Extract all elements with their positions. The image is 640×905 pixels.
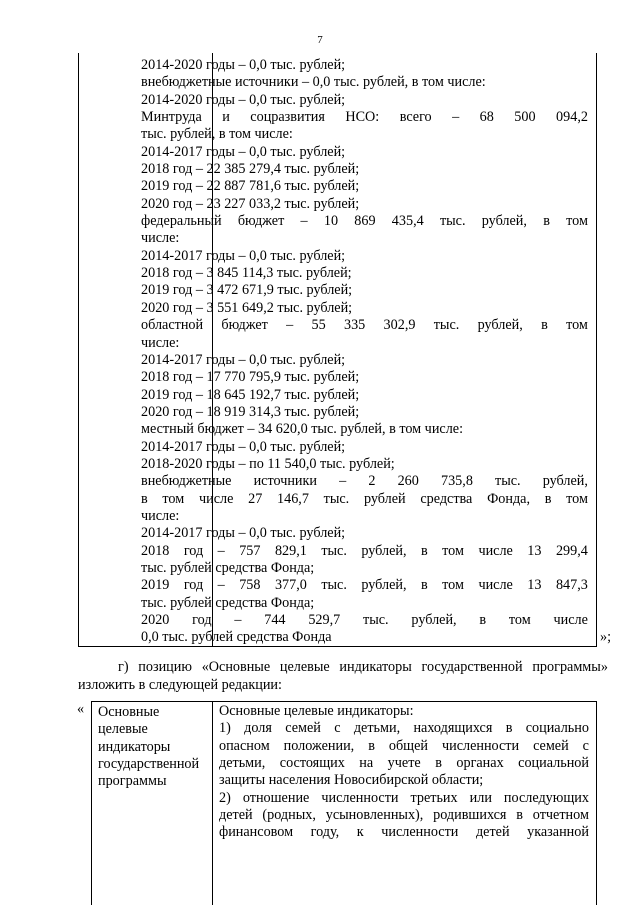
indicator-line: Основные целевые индикаторы: [219,703,414,719]
indicator-heading-line: программы [98,773,167,790]
funding-line: тыс. рублей, в том числе: [141,126,293,143]
funding-line: 2014-2017 годы – 0,0 тыс. рублей; [141,525,346,542]
funding-line: 2014-2020 годы – 0,0 тыс. рублей; [141,57,346,73]
funding-line: числе: [141,507,180,524]
funding-line: 2019 год – 18 645 192,7 тыс. рублей; [141,386,360,403]
funding-line: 2020 год – 744 529,7 тыс. рублей, в том числе [141,612,588,628]
funding-line: внебюджетные источники – 2 260 735,8 тыс. рублей, [141,473,588,490]
funding-line: 2014-2017 годы – 0,0 тыс. рублей; [141,351,346,368]
indicator-line: детей (родных, усыновленных), родившихся в отчетном [219,807,589,824]
funding-line: 2019 год – 758 377,0 тыс. рублей, в том числе 13 847,3 [141,577,588,594]
funding-text-block [141,57,588,647]
page-number: 7 [317,34,323,46]
funding-line: тыс. рублей средства Фонда; [141,559,315,576]
indicator-line: 2) отношение численности третьих или последующих [219,789,589,806]
amendment-paragraph-line-1: г) позицию «Основные целевые индикаторы государственной программы» [118,659,608,675]
indicator-line: опасном положении, в общей численности семей с [219,737,589,754]
indicator-heading-line: целевые [98,721,148,738]
funding-line: 2020 год – 18 919 314,3 тыс. рублей; [141,403,360,420]
funding-line: 0,0 тыс. рублей средства Фонда [141,629,332,646]
funding-line: 2014-2017 годы – 0,0 тыс. рублей; [141,143,346,160]
funding-line: 2018 год – 3 845 114,3 тыс. рублей; [141,265,352,282]
funding-line: федеральный бюджет – 10 869 435,4 тыс. рублей, в том [141,213,588,230]
funding-line: 2014-2017 годы – 0,0 тыс. рублей; [141,247,346,264]
funding-line: областной бюджет – 55 335 302,9 тыс. рублей, в том [141,317,588,334]
funding-line: 2019 год – 3 472 671,9 тыс. рублей; [141,282,353,299]
funding-line: внебюджетные источники – 0,0 тыс. рублей, в том числе: [141,74,486,91]
indicator-line: защиты населения Новосибирской области; [219,772,484,789]
indicator-heading-line: индикаторы [98,738,171,755]
opening-quote-mark: « [77,701,85,717]
funding-line: тыс. рублей средства Фонда; [141,594,315,611]
funding-line: 2018 год – 757 829,1 тыс. рублей, в том числе 13 299,4 [141,542,588,559]
funding-line: 2018 год – 17 770 795,9 тыс. рублей; [141,369,360,386]
indicator-line: детьми, состоящих на учете в органах социальной [219,755,589,772]
indicator-line: 1) доля семей с детьми, находящихся в социально [219,720,589,737]
funding-line: местный бюджет – 34 620,0 тыс. рублей, в том числе: [141,421,464,438]
funding-line: числе: [141,334,180,351]
funding-line: 2019 год – 22 887 781,6 тыс. рублей; [141,178,360,195]
closing-quote-mark: »; [600,629,612,645]
amendment-paragraph-line-2: изложить в следующей редакции: [78,677,282,693]
indicator-line: финансовом году, к численности детей указанной [219,824,589,841]
funding-line: числе: [141,230,180,247]
indicators-table-left-cell [91,701,213,905]
funding-line: в том числе 27 146,7 тыс. рублей средства Фонда, в том [141,490,588,507]
funding-line: 2018 год – 22 385 279,4 тыс. рублей; [141,161,360,178]
funding-line: 2018-2020 годы – по 11 540,0 тыс. рублей; [141,455,395,472]
funding-line: 2014-2020 годы – 0,0 тыс. рублей; [141,91,346,108]
funding-line: Минтруда и соцразвития НСО: всего – 68 500 094,2 [141,109,588,126]
indicators-text-block [219,703,589,842]
funding-line: 2020 год – 23 227 033,2 тыс. рублей; [141,195,360,212]
funding-line: 2014-2017 годы – 0,0 тыс. рублей; [141,438,346,455]
indicator-heading-line: Основные [98,704,160,720]
funding-line: 2020 год – 3 551 649,2 тыс. рублей; [141,299,353,316]
indicator-heading-line: государственной [98,756,200,773]
